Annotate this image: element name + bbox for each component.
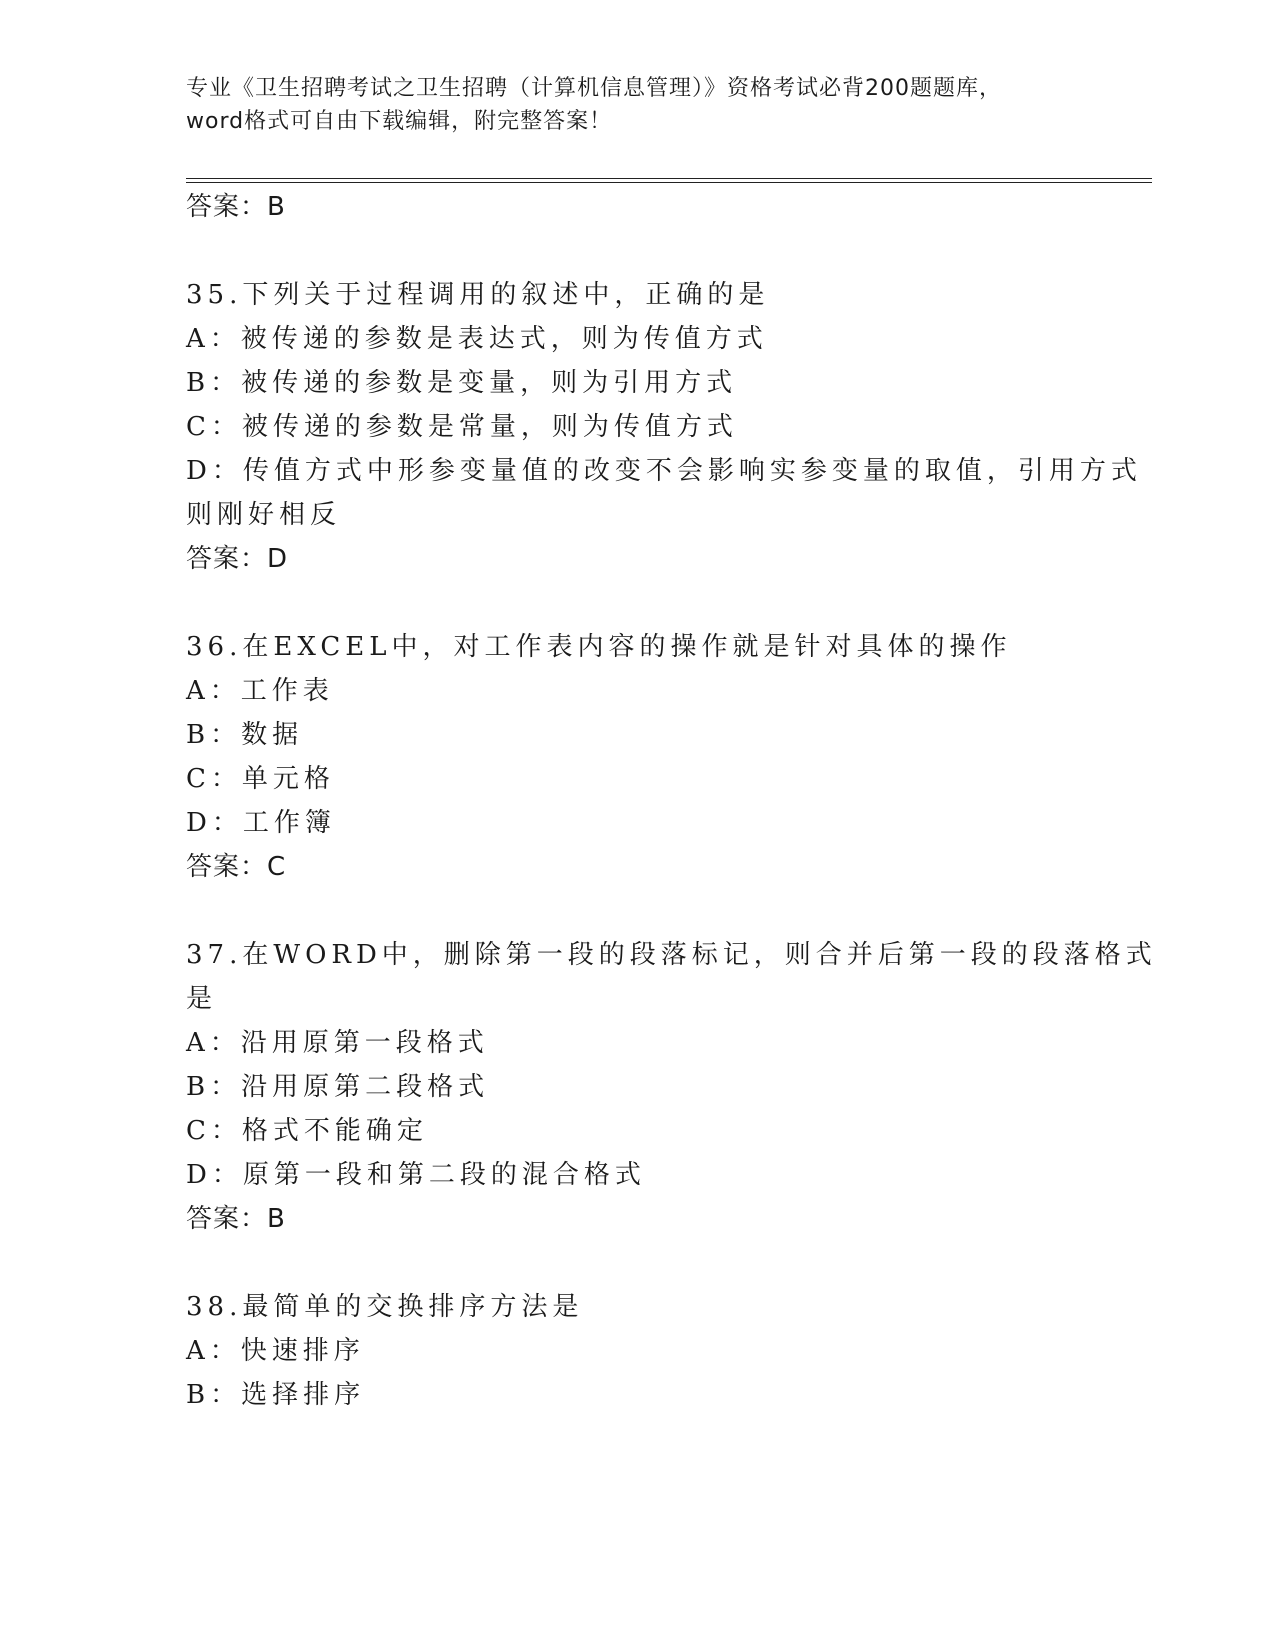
question-38-option-b: B：选择排序 xyxy=(186,1380,366,1410)
question-36-option-d: D：工作簿 xyxy=(186,808,336,838)
question-35-option-b: B：被传递的参数是变量，则为引用方式 xyxy=(186,368,738,398)
answer-previous: 答案：B xyxy=(186,192,286,222)
question-35-option-c: C：被传递的参数是常量，则为传值方式 xyxy=(186,412,738,442)
question-35-stem: 35.下列关于过程调用的叙述中，正确的是 xyxy=(186,280,770,310)
question-35-answer: 答案：D xyxy=(186,544,289,574)
question-37-option-a: A：沿用原第一段格式 xyxy=(186,1028,489,1058)
question-36-option-b: B：数据 xyxy=(186,720,304,750)
header-line-2: word格式可自由下载编辑，附完整答案！ xyxy=(186,109,613,134)
question-37-option-b: B：沿用原第二段格式 xyxy=(186,1072,490,1102)
question-37-option-d: D：原第一段和第二段的混合格式 xyxy=(186,1160,646,1190)
question-37-stem: 37.在WORD中，删除第一段的段落标记，则合并后第一段的段落格式 xyxy=(186,940,1157,970)
question-35-option-a: A：被传递的参数是表达式，则为传值方式 xyxy=(186,324,768,354)
question-38-option-a: A：快速排序 xyxy=(186,1336,365,1366)
question-36-stem: 36.在EXCEL中，对工作表内容的操作就是针对具体的操作 xyxy=(186,632,1012,662)
question-36-option-c: C：单元格 xyxy=(186,764,335,794)
question-37-option-c: C：格式不能确定 xyxy=(186,1116,428,1146)
document-header xyxy=(186,72,1086,138)
question-36-answer: 答案：C xyxy=(186,852,287,882)
header-divider-bottom xyxy=(186,182,1152,183)
header-divider-top xyxy=(186,178,1152,179)
header-line-1: 专业《卫生招聘考试之卫生招聘（计算机信息管理）》资格考试必背200题题库， xyxy=(186,76,1002,101)
question-37-stem-cont: 是 xyxy=(186,984,218,1014)
question-37-answer: 答案：B xyxy=(186,1204,286,1234)
question-38-stem: 38.最简单的交换排序方法是 xyxy=(186,1292,584,1322)
question-35-option-d: D：传值方式中形参变量值的改变不会影响实参变量的取值，引用方式 xyxy=(186,456,1142,486)
question-35-option-d-cont: 则刚好相反 xyxy=(186,500,342,530)
question-36-option-a: A：工作表 xyxy=(186,676,334,706)
